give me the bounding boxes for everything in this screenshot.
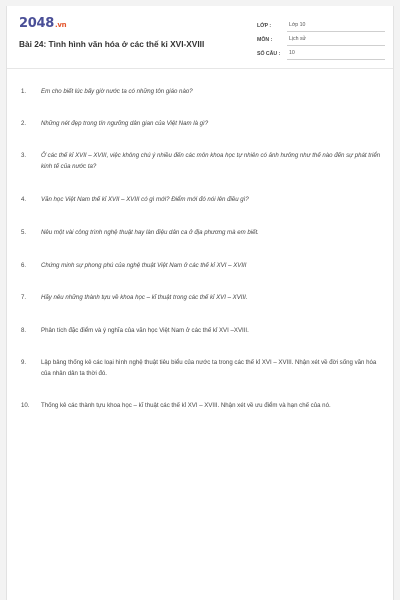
meta-label: MÔN : (257, 37, 273, 43)
question-item (21, 194, 381, 205)
meta-row-count (257, 46, 385, 60)
question-item (21, 325, 381, 336)
question-number: 4. (21, 196, 27, 203)
question-number: 3. (21, 152, 27, 159)
question-number: 7. (21, 294, 27, 301)
question-item (21, 260, 381, 271)
question-text: Văn học Việt Nam thế kỉ XVII – XVIII có gì mới? Điểm mới đó nói lên điều gì? (41, 196, 249, 203)
question-item (21, 400, 381, 411)
meta-value: Lịch sử (287, 36, 385, 46)
question-number: 9. (21, 359, 27, 366)
logo-text: 2048 (19, 16, 54, 31)
meta-value: Lớp 10 (287, 22, 385, 32)
question-item (21, 118, 381, 129)
question-number: 2. (21, 120, 27, 127)
question-text: Em cho biết lúc bấy giờ nước ta có những tôn giáo nào? (41, 88, 193, 95)
worksheet-meta (257, 18, 385, 60)
worksheet-header (7, 6, 393, 69)
question-text: Những nét đẹp trong tín ngưỡng dân gian của Việt Nam là gì? (41, 120, 209, 127)
question-item (21, 227, 381, 238)
question-text: Hãy nêu những thành tựu về khoa học – kĩ thuật trong các thế kỉ XVI – XVIII. (41, 294, 248, 301)
meta-value: 10 (287, 50, 385, 60)
meta-row-subject (257, 32, 385, 46)
question-number: 6. (21, 262, 27, 269)
question-item (21, 150, 381, 172)
meta-row-class (257, 18, 385, 32)
site-logo[interactable] (19, 16, 66, 31)
question-item (21, 86, 381, 97)
question-number: 5. (21, 229, 27, 236)
question-text: Chứng minh sự phong phú của nghệ thuật Việt Nam ở các thế kỉ XVI – XVIII (41, 262, 247, 269)
meta-label: LỚP : (257, 23, 272, 29)
question-number: 1. (21, 88, 27, 95)
question-number: 10. (21, 402, 30, 409)
question-item (21, 357, 381, 379)
logo-suffix: .vn (54, 21, 67, 29)
meta-label: SỐ CÂU : (257, 51, 281, 57)
page-title: Bài 24: Tình hình văn hóa ở các thế kỉ XVI-XVIII (19, 39, 205, 49)
question-text: Nêu một vài công trình nghệ thuật hay làn điệu dân ca ở địa phương mà em biết. (41, 229, 259, 236)
question-item (21, 292, 381, 303)
question-text: Lập bảng thống kê các loại hình nghệ thuật tiêu biểu của nước ta trong các thế kỉ XVI – XVIII. Nhận xét về đời sống văn hóa của nhân dân ta thời đó. (41, 359, 377, 377)
question-text: Phân tích đặc điểm và ý nghĩa của văn học Việt Nam ở các thế kỉ XVI –XVIII. (41, 327, 249, 334)
question-number: 8. (21, 327, 27, 334)
document-page (6, 6, 394, 600)
question-text: Ở các thế kỉ XVII – XVIII, việc không chú ý nhiều đến các môn khoa học tự nhiên có ảnh hưởng như thế nào đến sự phát triển kinh tế của nước ta? (41, 152, 381, 170)
question-text: Thống kê các thành tựu khoa học – kĩ thuật các thế kỉ XVI – XVIII. Nhận xét về ưu điểm và hạn chế của nó. (41, 402, 331, 409)
